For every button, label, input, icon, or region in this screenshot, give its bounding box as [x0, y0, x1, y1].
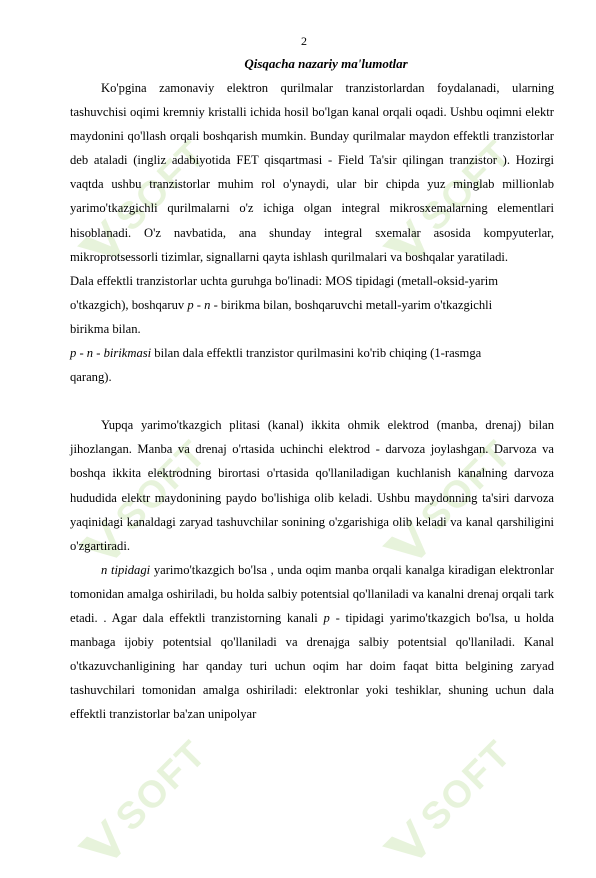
italic-term: p: [323, 610, 330, 625]
paragraph-figure-reference: [70, 341, 554, 389]
text-segment: yarimo'tkazgich bo'lsa , unda oqim manba orqali kanalga kiradigan elektronlar tomonidan amalga oshiriladi, bu holda salbiy potentsial qo'llaniladi va kanalni drenaj orqali tark etadi. . Agar dala effektli tranzistorning kanali: [70, 562, 554, 625]
text-segment: bilan dala effektli tranzistor qurilmasini ko'rib chiqing (1-rasmga: [151, 346, 482, 361]
watermark-text: SOFT: [412, 131, 520, 239]
text-line: qarang).: [70, 370, 112, 385]
section-title: Qisqacha nazariy ma'lumotlar: [244, 56, 408, 71]
watermark: [375, 731, 522, 878]
text-segment: - birikma bilan, boshqaruvchi metall-yarim o'tkazgichli: [210, 297, 493, 312]
watermark-text: SOFT: [412, 431, 520, 539]
paragraph-intro: Ko'pgina zamonaviy elektron qurilmalar tranzistorlardan foydalanadi, ularning tashuvchisi oqimi kremniy kristalli ichida hosil bo'lgan kanal orqali oqadi. Ushbu oqimni elektr maydonini qo'llash orqali boshqarish mumkin. Bunday qurilmalar maydon effektli tranzistorlar deb ataladi (ingliz adabiyotida FET qisqartmasi - Field Ta'sir qilingan tranzistor ). Hozirgi vaqtda ushbu tranzistorlar muhim rol o'ynaydi, ular bir chipda yuz minglab millionlab yarimo'tkazgichli qurilmalarni o'z ichiga olgan integral mikrosxemalarning elementlari hisoblanadi. O'z navbatida, ana shunday integral sxemalar asosida kompyuterlar, mikroprotsessorli tizimlar, signallarni qayta ishlash qurilmalari va boshqalar yaratiladi.: [70, 81, 554, 264]
italic-term: n tipidagi: [101, 562, 151, 577]
page-number: 2: [301, 34, 307, 48]
watermark-text: SOFT: [107, 731, 215, 839]
document-body: [70, 76, 554, 726]
text-line: birikma bilan.: [70, 321, 141, 336]
watermark-text: SOFT: [107, 431, 215, 539]
text-line: Dala effektli tranzistorlar uchta guruhga bo'linadi: MOS tipidagi (metall-oksid-yarim: [70, 273, 499, 288]
italic-term: p - n - birikmasi: [70, 346, 152, 361]
text-segment: o'tkazgich), boshqaruv: [70, 297, 188, 312]
text-segment: - tipidagi yarimo'tkazgich bo'lsa, u holda manbaga ijobiy potentsial qo'llaniladi va drenajga salbiy potentsial qo'llaniladi. Kanal o'tkazuvchanligining har qanday turi uchun oqim har doim faqat bitta belgining zaryad tashuvchilari tomonidan amalga oshiriladi: elektronlar yoki teshiklar, shuning uchun dala effektli tranzistorlar ba'zan unipolyar: [70, 610, 555, 722]
watermark-text: SOFT: [412, 731, 520, 839]
watermark-logo-icon: [375, 812, 440, 877]
paragraph-channel-types: [70, 558, 554, 727]
watermark: [70, 731, 217, 878]
italic-term: p - n: [187, 297, 211, 312]
watermark-text: SOFT: [107, 131, 215, 239]
paragraph-classification: [70, 269, 554, 341]
watermark-logo-icon: [70, 812, 135, 877]
paragraph-structure: Yupqa yarimo'tkazgich plitasi (kanal) ikkita ohmik elektrod (manba, drenaj) bilan jihozlangan. Manba va drenaj o'rtasida uchinchi elektrod - darvoza joylashgan. Darvoza va boshqa ikkita elektrodning birortasi o'rtasida qo'llaniladigan kuchlanish kanalning darvoza hududida elektr maydonining paydo bo'lishiga olib keladi. Ushbu maydonning ta'siri darvoza yaqinidagi kanaldagi zaryad tashuvchilar sonining o'zgarishiga olib keladi va kanal qarshiligini o'zgartiradi.: [70, 418, 554, 553]
paragraph-gap: [70, 389, 554, 413]
